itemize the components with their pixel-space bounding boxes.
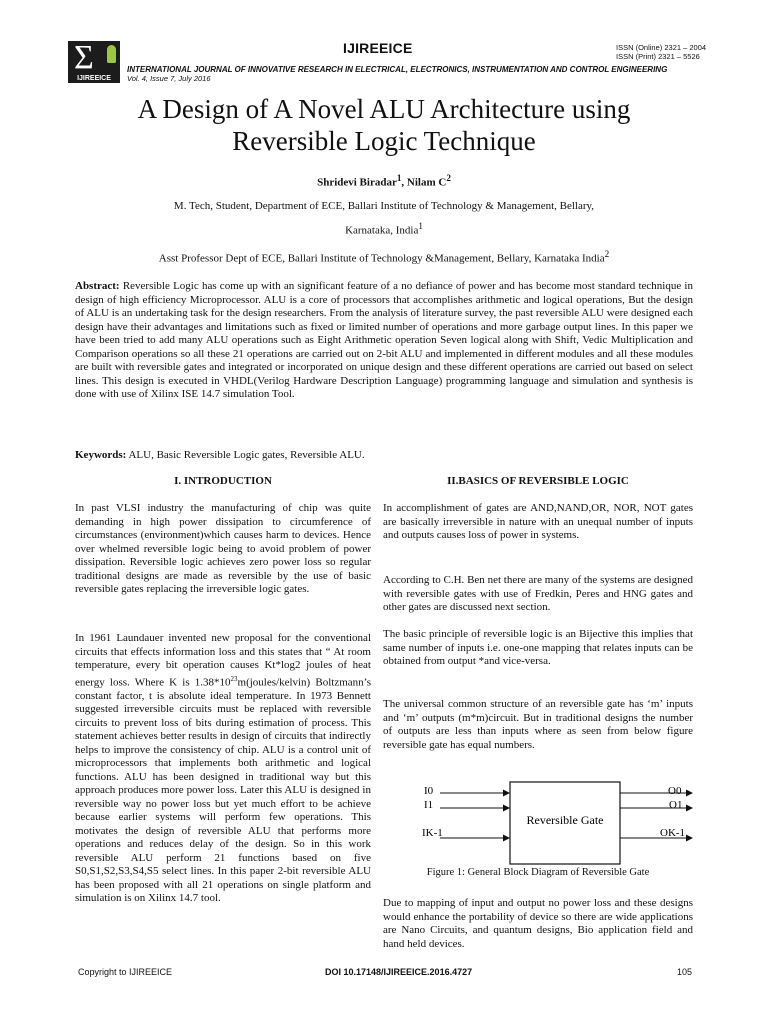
- paper-title: [40, 93, 728, 157]
- intro-paragraph-2b: m(joules/kelvin) Boltzmann’s constant factor, t is absolute ideal temperature. In 1973 Bennett suggested irreversible circuits must be replaced with reversible circuits to prevent loss of bits during estimation of process. This statement achieves better results in design of circuits that indirectly helps to improve the consistency of chip. ALU is a control unit of microprocessors that implements both arithmetic and logical functions. ALU has been designed in traditional way but this approach produces more power loss. Later this ALU is designed in reversible way no power loss but yet much effort to be achieve because earlier systems will perform few operations. This motivates the design of reversible ALU that performs more operations and reduces delay of the design. So in this work reversible ALU perform 21 functions based on five S0,S1,S2,S3,S4,S5 select lines. In this paper 2-bit reversible ALU has been proposed with all 21 operations on single platform and simulation is on Xilinx 14.7 tool.: [75, 676, 371, 905]
- author-separator: ,: [401, 176, 407, 189]
- input-label-1: I1: [424, 799, 434, 811]
- journal-full-title: INTERNATIONAL JOURNAL OF INNOVATIVE RESEARCH IN ELECTRICAL, ELECTRONICS, INSTRUMENTATION AND CONTROL ENGINEERING: [127, 65, 668, 74]
- journal-logo: [68, 41, 120, 83]
- basics-paragraph-1: In accomplishment of gates are AND,NAND,OR, NOR, NOT gates are basically irreversible in nature with an unequal number of inputs and outputs causes loss of power in systems.: [383, 502, 693, 541]
- author-2-sup: 2: [446, 173, 451, 183]
- title-line-1: A Design of A Novel ALU Architecture using: [137, 94, 631, 124]
- exponent-sup: 23: [230, 674, 238, 683]
- output-label-1: O1: [669, 799, 683, 811]
- figure-caption: Figure 1: General Block Diagram of Reversible Gate: [426, 867, 650, 878]
- intro-paragraph-2: [75, 632, 371, 906]
- basics-paragraph-3: The basic principle of reversible logic is an Bijective this implies that same number of inputs i.e. one-one mapping that relates inputs can be obtained from output *and vice-versa.: [383, 628, 693, 667]
- basics-paragraph-5: Due to mapping of input and output no power loss and these designs would enhance the portability of device so there are wide applications are Nano Circuits, and quantum designs, Bio application field and hand held devices.: [383, 897, 693, 950]
- output-label-0: O0: [668, 785, 682, 797]
- input-label-0: I0: [424, 785, 434, 797]
- authors: [0, 173, 768, 189]
- section-heading-introduction: I. INTRODUCTION: [174, 475, 272, 487]
- author-2: Nilam C: [406, 176, 447, 189]
- issn-print: ISSN (Print) 2321 – 5526: [616, 52, 700, 61]
- intro-paragraph-2a: In 1961 Laundauer invented new proposal for the conventional circuits that effects information loss and this states that “ At room temperature, every bit operation causes Kt*log2 joules of heat energy loss. Where K is 1.38*10: [75, 632, 371, 689]
- author-1-sup: 1: [396, 173, 402, 183]
- affiliation-1: [60, 196, 708, 241]
- intro-paragraph-1: In past VLSI industry the manufacturing of chip was quite demanding in high power dissipation to circumference of circumstances (environment)which causes harm to devices. Hence over whelmed reversible logic being to avoid problem of power dissipation. Reversible logic achieves zero power loss so regular traditional designs are made as reversible by the use of basic reversible gates replacing the irreversible logic gates.: [75, 502, 371, 595]
- issn-online: ISSN (Online) 2321 – 2004: [616, 43, 707, 52]
- basics-paragraph-2: According to C.H. Ben net there are many of the systems are designed with reversible gates with use of Fredkin, Peres and HNG gates and other gates are discussed next section.: [383, 574, 693, 613]
- input-label-k: IK-1: [422, 827, 443, 839]
- affiliation-2: [60, 244, 708, 269]
- logo-text: IJIREEICE: [77, 75, 111, 82]
- sigma-icon: Σ: [74, 39, 94, 76]
- affiliation-1-location: Karnataka, India: [345, 224, 419, 237]
- author-1: Shridevi Biradar: [317, 176, 397, 189]
- affiliation-1-sup: 1: [418, 221, 423, 231]
- abstract-text: Reversible Logic has come up with an significant feature of a no defiance of power and has become most standard technique in design of high efficiency Microprocessor. ALU is a core of processors that accomplishes arithmetic and logical operations, But the design of ALU is an undertaking task for the design researchers. From the analysis of literature survey, the past reversible ALU were designed each design have their advantages and limitations such as fixed or limited number of operations and more garbage output lines. In this paper we have been tried to add many ALU operations such as Eight Arithmetic operation Seven logical along with Shift, Vedic Multiplication and Comparison operations so all these 21 operations are carried out on 2-bit ALU and implemented in different modules and all these modules are built with reversible gates and integrated or incorporated on unique design and these different operations are carried out based on select lines. This design is executed in VHDL(Verilog Hardware Description Language) programming language and simulation and synthesis is done with use of Xilinx ISE 14.7 simulation Tool.: [75, 280, 693, 400]
- volume-info: Vol. 4, Issue 7, July 2016: [127, 74, 211, 83]
- basics-paragraph-4: The universal common structure of an reversible gate has ‘m’ inputs and ‘m’ outputs (m*m)circuit. But in traditional designs the number of outputs are less than inputs where as seen from below figure reversible gate has equal numbers.: [383, 698, 693, 751]
- bulb-icon: [107, 45, 116, 63]
- abstract-label: Abstract:: [75, 280, 120, 292]
- affiliation-1-line-1: M. Tech, Student, Department of ECE, Ballari Institute of Technology & Management, Bellary,: [173, 200, 595, 212]
- footer-doi: DOI 10.17148/IJIREEICE.2016.4727: [325, 967, 473, 977]
- keywords-label: Keywords:: [75, 449, 127, 461]
- affiliation-2-sup: 2: [604, 249, 610, 259]
- journal-short-title: IJIREEICE: [343, 40, 413, 56]
- page-number: 105: [677, 967, 693, 977]
- keywords-text: ALU, Basic Reversible Logic gates, Reversible ALU.: [126, 449, 365, 461]
- abstract: [75, 280, 693, 402]
- section-heading-basics: II.BASICS OF REVERSIBLE LOGIC: [447, 475, 629, 487]
- footer-copyright: Copyright to IJIREEICE: [78, 967, 173, 977]
- affiliation-1-line-2: [60, 216, 708, 241]
- affiliation-2-text: Asst Professor Dept of ECE, Ballari Institute of Technology &Management, Bellary, Karnataka India: [158, 252, 605, 265]
- title-line-2: Reversible Logic Technique: [232, 126, 536, 156]
- keywords: [75, 449, 365, 461]
- reversible-gate-diagram: [418, 778, 700, 868]
- gate-label: Reversible Gate: [526, 813, 604, 827]
- output-label-k: OK-1: [660, 827, 686, 839]
